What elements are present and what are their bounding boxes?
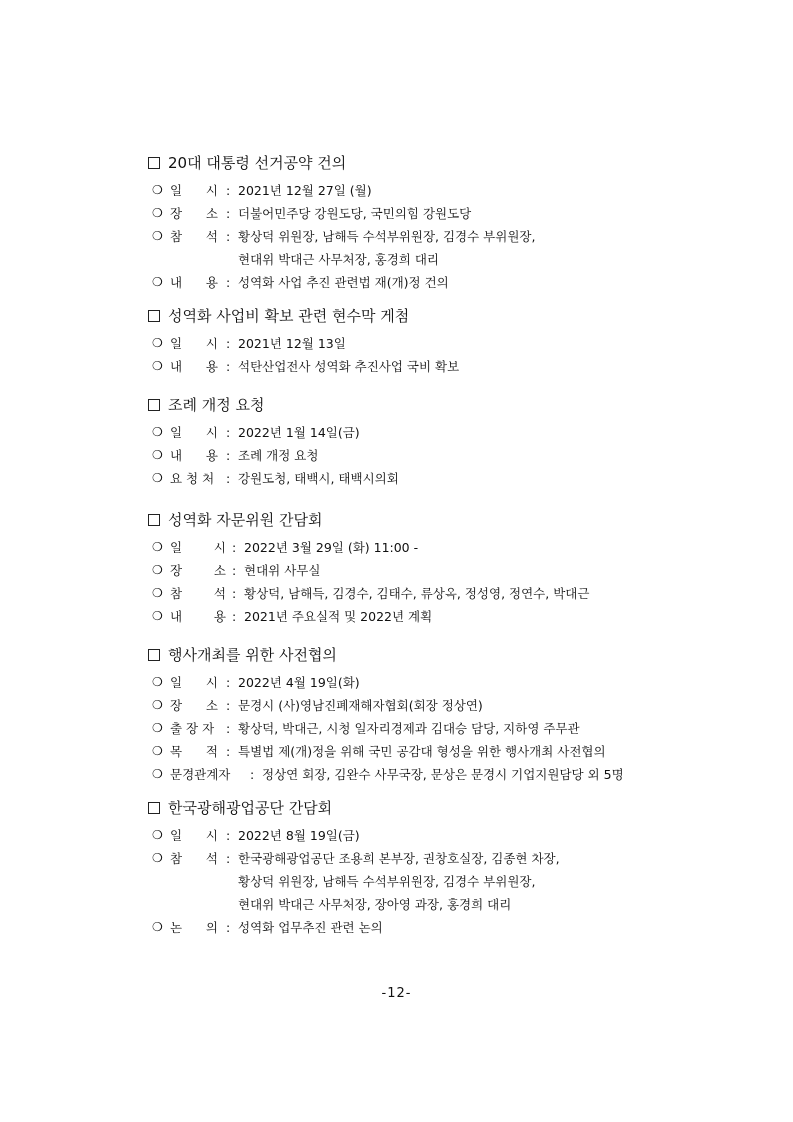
item-value: 성역화 업무추진 관련 논의 — [238, 920, 383, 935]
item-value: 황상덕, 박대근, 시청 일자리경제과 김대승 담당, 지하영 주무관 — [238, 721, 580, 736]
item-label: 참 석 — [170, 586, 226, 601]
circle-bullet-icon: ❍ — [152, 609, 163, 623]
checkbox-square-icon — [148, 649, 160, 661]
item-value: 조례 개정 요청 — [238, 448, 319, 463]
item-separator: : — [226, 183, 231, 198]
section-presidential-pledge — [148, 151, 758, 294]
list-item — [148, 225, 758, 248]
page-number: -12- — [381, 986, 412, 1001]
item-label: 일 시 — [170, 336, 218, 351]
item-value: 2022년 4월 19일(화) — [238, 675, 360, 690]
circle-bullet-icon: ❍ — [152, 359, 163, 373]
list-item — [148, 824, 758, 847]
list-item-continuation — [148, 870, 758, 893]
section-title: 행사개최를 위한 사전협의 — [168, 646, 337, 664]
item-value: 문경시 (사)영남진폐재해자협회(회장 정상연) — [238, 698, 483, 713]
circle-bullet-icon: ❍ — [152, 767, 163, 781]
section-title: 성역화 사업비 확보 관련 현수막 게첨 — [168, 307, 410, 325]
list-item-continuation — [148, 893, 758, 916]
item-label: 참 석 — [170, 229, 218, 244]
circle-bullet-icon: ❍ — [152, 828, 163, 842]
circle-bullet-icon: ❍ — [152, 721, 163, 735]
item-label: 요 청 처 — [170, 471, 215, 486]
section-heading — [148, 796, 758, 820]
circle-bullet-icon: ❍ — [152, 744, 163, 758]
item-value: 2022년 1월 14일(금) — [238, 425, 360, 440]
list-item — [148, 847, 758, 870]
item-value: 더불어민주당 강원도당, 국민의힘 강원도당 — [238, 206, 472, 221]
item-value: 성역화 사업 추진 관련법 재(개)정 건의 — [238, 275, 449, 290]
section-heading — [148, 393, 758, 417]
item-separator: : — [226, 448, 231, 463]
item-separator: : — [226, 229, 231, 244]
item-value: 석탄산업전사 성역화 추진사업 국비 확보 — [238, 359, 460, 374]
item-label: 참 석 — [170, 851, 218, 866]
circle-bullet-icon: ❍ — [152, 675, 163, 689]
item-label: 일 시 — [170, 675, 218, 690]
item-separator: : — [226, 828, 231, 843]
section-mine-corp-meeting — [148, 796, 758, 939]
section-heading — [148, 643, 758, 667]
list-item — [148, 717, 758, 740]
checkbox-square-icon — [148, 310, 160, 322]
item-label: 장 소 — [170, 698, 218, 713]
checkbox-square-icon — [148, 802, 160, 814]
section-heading — [148, 151, 758, 175]
circle-bullet-icon: ❍ — [152, 183, 163, 197]
item-label: 일 시 — [170, 183, 218, 198]
section-prior-consultation — [148, 643, 758, 786]
item-value: 정상연 회장, 김완수 사무국장, 문상은 문경시 기업지원담당 외 5명 — [262, 767, 624, 782]
list-item — [148, 559, 758, 582]
checkbox-square-icon — [148, 399, 160, 411]
list-item — [148, 444, 758, 467]
section-title: 성역화 자문위원 간담회 — [168, 511, 323, 529]
circle-bullet-icon: ❍ — [152, 448, 163, 462]
list-item — [148, 671, 758, 694]
item-value: 황상덕, 남해득, 김경수, 김태수, 류상옥, 정성영, 정연수, 박대근 — [244, 586, 590, 601]
item-separator: : — [226, 425, 231, 440]
item-label: 문경관계자 — [170, 767, 231, 782]
list-item — [148, 355, 758, 378]
list-item — [148, 179, 758, 202]
circle-bullet-icon: ❍ — [152, 275, 163, 289]
item-label: 내 용 — [170, 275, 218, 290]
item-separator: : — [226, 471, 231, 486]
item-label: 장 소 — [170, 563, 226, 578]
item-value: 특별법 제(개)정을 위해 국민 공감대 형성을 위한 행사개최 사전협의 — [238, 744, 606, 759]
item-label: 목 적 — [170, 744, 218, 759]
list-item — [148, 740, 758, 763]
item-value: 현대위 사무실 — [244, 563, 321, 578]
circle-bullet-icon: ❍ — [152, 336, 163, 350]
list-item — [148, 694, 758, 717]
list-item — [148, 916, 758, 939]
section-heading — [148, 508, 758, 532]
item-label: 장 소 — [170, 206, 218, 221]
item-label: 일 시 — [170, 425, 218, 440]
item-label: 일 시 — [170, 540, 226, 555]
item-value: 한국광해광업공단 조용희 본부장, 권창호실장, 김종현 차장, — [238, 851, 560, 866]
item-value: 2021년 12월 27일 (월) — [238, 183, 372, 198]
list-item-continuation — [148, 248, 758, 271]
circle-bullet-icon: ❍ — [152, 563, 163, 577]
item-separator: : — [232, 540, 237, 555]
item-label: 출 장 자 — [170, 721, 215, 736]
item-label: 내 용 — [170, 448, 218, 463]
circle-bullet-icon: ❍ — [152, 229, 163, 243]
item-value: 2021년 12월 13일 — [238, 336, 346, 351]
item-separator: : — [226, 206, 231, 221]
checkbox-square-icon — [148, 157, 160, 169]
section-advisory-meeting — [148, 508, 758, 628]
item-value: 강원도청, 태백시, 태백시의회 — [238, 471, 399, 486]
list-item — [148, 536, 758, 559]
item-label: 내 용 — [170, 609, 226, 624]
item-value: 황상덕 위원장, 남해득 수석부위원장, 김경수 부위원장, — [238, 229, 536, 244]
item-separator: : — [232, 563, 237, 578]
item-separator: : — [226, 851, 231, 866]
item-separator: : — [226, 359, 231, 374]
list-item — [148, 271, 758, 294]
item-value: 2021년 주요실적 및 2022년 계획 — [244, 609, 433, 624]
list-item — [148, 605, 758, 628]
section-title: 20대 대통령 선거공약 건의 — [168, 154, 347, 172]
item-value-continuation: 현대위 박대근 사무처장, 장아영 과장, 홍경희 대리 — [238, 897, 512, 912]
item-separator: : — [226, 336, 231, 351]
item-label: 일 시 — [170, 828, 218, 843]
circle-bullet-icon: ❍ — [152, 920, 163, 934]
item-separator: : — [226, 721, 231, 736]
item-value: 2022년 3월 29일 (화) 11:00 - — [244, 540, 419, 555]
section-banner — [148, 304, 758, 378]
circle-bullet-icon: ❍ — [152, 540, 163, 554]
list-item — [148, 763, 758, 786]
list-item — [148, 582, 758, 605]
item-separator: : — [226, 744, 231, 759]
item-separator: : — [232, 609, 237, 624]
section-ordinance — [148, 393, 758, 490]
item-value-continuation: 현대위 박대근 사무처장, 홍경희 대리 — [238, 252, 439, 267]
section-heading — [148, 304, 758, 328]
item-value: 2022년 8월 19일(금) — [238, 828, 360, 843]
item-separator: : — [226, 920, 231, 935]
list-item — [148, 467, 758, 490]
circle-bullet-icon: ❍ — [152, 851, 163, 865]
circle-bullet-icon: ❍ — [152, 586, 163, 600]
list-item — [148, 421, 758, 444]
list-item — [148, 202, 758, 225]
list-item — [148, 332, 758, 355]
item-label: 내 용 — [170, 359, 218, 374]
section-title: 한국광해광업공단 간담회 — [168, 799, 333, 817]
circle-bullet-icon: ❍ — [152, 471, 163, 485]
checkbox-square-icon — [148, 514, 160, 526]
item-value-continuation: 황상덕 위원장, 남해득 수석부위원장, 김경수 부위원장, — [238, 874, 536, 889]
item-separator: : — [232, 586, 237, 601]
circle-bullet-icon: ❍ — [152, 206, 163, 220]
item-separator: : — [250, 767, 255, 782]
section-title: 조례 개정 요청 — [168, 396, 265, 414]
item-separator: : — [226, 275, 231, 290]
circle-bullet-icon: ❍ — [152, 698, 163, 712]
item-separator: : — [226, 698, 231, 713]
circle-bullet-icon: ❍ — [152, 425, 163, 439]
item-separator: : — [226, 675, 231, 690]
item-label: 논 의 — [170, 920, 218, 935]
